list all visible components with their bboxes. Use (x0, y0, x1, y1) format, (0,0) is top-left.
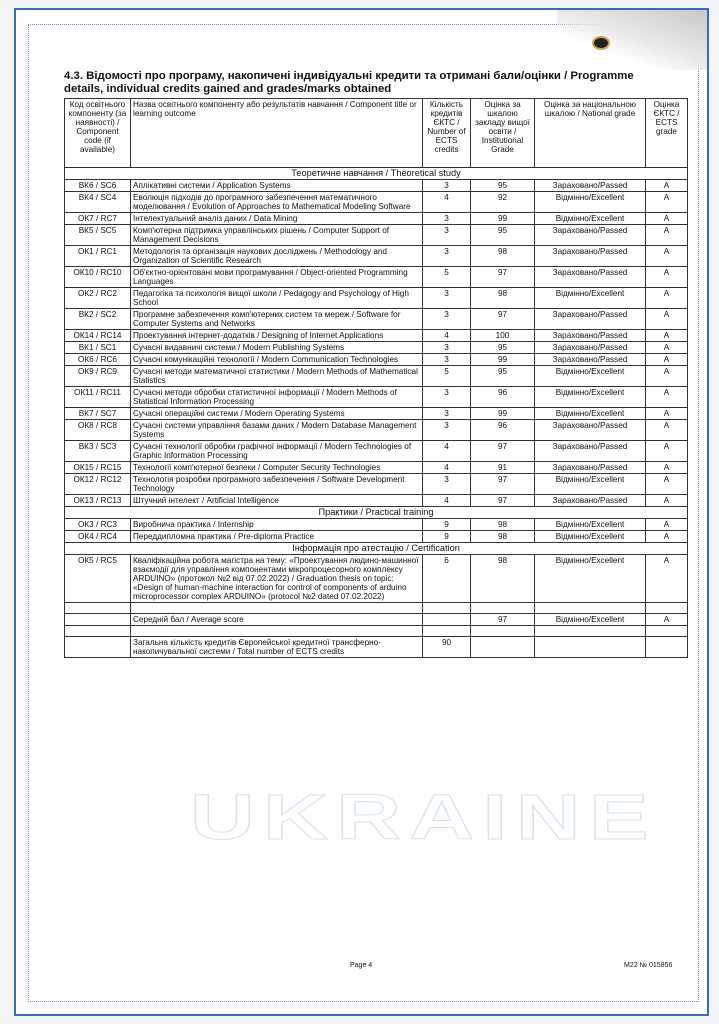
institutional-grade: 98 (471, 555, 535, 603)
institutional-grade: 97 (471, 267, 535, 288)
table-row (65, 441, 688, 462)
national-grade: Зараховано/Passed (535, 330, 646, 342)
empty-cell (65, 637, 131, 658)
component-code: ОК3 / RC3 (65, 519, 131, 531)
table-row (65, 519, 688, 531)
component-title: Інтелектуальний аналіз даних / Data Mining (131, 213, 423, 225)
component-code: ВК4 / SC4 (65, 192, 131, 213)
component-title: Технології комп'ютерної безпеки / Computer Security Technologies (131, 462, 423, 474)
component-title: Штучний інтелект / Artificial Intelligence (131, 495, 423, 507)
ects-grade: A (646, 342, 688, 354)
component-code: ОК14 / RC14 (65, 330, 131, 342)
ects-credits: 3 (423, 474, 471, 495)
institutional-grade: 100 (471, 330, 535, 342)
ects-grade: A (646, 519, 688, 531)
institutional-grade: 98 (471, 246, 535, 267)
table-header-row (65, 99, 688, 168)
empty-cell (471, 603, 535, 614)
component-title: Еволюція підходів до програмного забезпечення математичного моделювання / Evolution of Approaches to Mathematical Modeling Software (131, 192, 423, 213)
table-row (65, 246, 688, 267)
table-row (65, 366, 688, 387)
national-grade: Відмінно/Excellent (535, 555, 646, 603)
column-header-national: Оцінка за національною шкалою / National grade (535, 99, 646, 168)
institutional-grade: 97 (471, 474, 535, 495)
ects-grade: A (646, 408, 688, 420)
component-code: ОК7 / RC7 (65, 213, 131, 225)
ects-credits: 4 (423, 330, 471, 342)
component-code: ОК13 / RC13 (65, 495, 131, 507)
column-header-credits: Кількість кредитів ЄКТС / Number of ECTS credits (423, 99, 471, 168)
ects-credits: 3 (423, 180, 471, 192)
column-header-institutional: Оцінка за шкалою закладу вищої освіти / Institutional Grade (471, 99, 535, 168)
table-row (65, 408, 688, 420)
ects-credits: 3 (423, 408, 471, 420)
institutional-grade: 98 (471, 519, 535, 531)
component-code: ОК6 / RC6 (65, 354, 131, 366)
institutional-grade: 95 (471, 225, 535, 246)
ects-credits: 3 (423, 342, 471, 354)
ects-grade: A (646, 267, 688, 288)
ects-credits: 4 (423, 192, 471, 213)
institutional-grade: 96 (471, 420, 535, 441)
national-grade: Відмінно/Excellent (535, 408, 646, 420)
table-row (65, 180, 688, 192)
ects-grade: A (646, 420, 688, 441)
table-row (65, 225, 688, 246)
table-row (65, 555, 688, 603)
component-title: Комп'ютерна підтримка управлінських рішень / Computer Support of Management Decisions (131, 225, 423, 246)
national-grade: Зараховано/Passed (535, 342, 646, 354)
ects-credits: 4 (423, 495, 471, 507)
component-title: Сучасні видавничі системи / Modern Publishing Systems (131, 342, 423, 354)
empty-cell (423, 626, 471, 637)
national-grade: Зараховано/Passed (535, 225, 646, 246)
ects-grade: A (646, 555, 688, 603)
institutional-grade: 99 (471, 213, 535, 225)
average-institutional-grade: 97 (471, 614, 535, 626)
page-number: Page 4 (350, 962, 373, 969)
component-code: ВК7 / SC7 (65, 408, 131, 420)
component-code: ВК3 / SC3 (65, 441, 131, 462)
table-row (65, 288, 688, 309)
national-grade: Відмінно/Excellent (535, 531, 646, 543)
national-grade: Відмінно/Excellent (535, 387, 646, 408)
empty-cell (423, 603, 471, 614)
column-header-name: Назва освітнього компоненту або результатів навчання / Component title or learning outcome (131, 99, 423, 168)
table-row (65, 495, 688, 507)
ects-credits: 3 (423, 387, 471, 408)
component-code: ОК9 / RC9 (65, 366, 131, 387)
component-title: Сучасні системи управління базами даних / Modern Database Management Systems (131, 420, 423, 441)
empty-cell (65, 614, 131, 626)
component-title: Переддипломна практика / Pre-diploma Practice (131, 531, 423, 543)
institutional-grade: 96 (471, 387, 535, 408)
section-row-theory (65, 168, 688, 180)
empty-cell (471, 637, 535, 658)
component-code: ОК8 / RC8 (65, 420, 131, 441)
component-code: ОК10 / RC10 (65, 267, 131, 288)
institutional-grade: 99 (471, 408, 535, 420)
empty-cell (423, 614, 471, 626)
component-title: Сучасні технології обробки графічної інформації / Modern Technologies of Graphic Information Processing (131, 441, 423, 462)
column-header-code: Код освітнього компоненту (за наявності) / Component code (if available) (65, 99, 131, 168)
section-heading: 4.3. Відомості про програму, накопичені індивідуальні кредити та отримані бали/оцінки / Programme details, individual credits gained and grades/marks obtained (64, 70, 634, 95)
national-grade: Зараховано/Passed (535, 354, 646, 366)
institutional-grade: 99 (471, 354, 535, 366)
component-title: Сучасні методи обробки статистичної інформації / Modern Methods of Statistical Information Processing (131, 387, 423, 408)
section-title: Теоретичне навчання / Theoretical study (65, 168, 688, 180)
institutional-grade: 98 (471, 531, 535, 543)
national-grade: Відмінно/Excellent (535, 474, 646, 495)
national-grade: Зараховано/Passed (535, 495, 646, 507)
component-code: ОК11 / RC11 (65, 387, 131, 408)
ects-grade: A (646, 309, 688, 330)
component-title: Сучасні операційні системи / Modern Operating Systems (131, 408, 423, 420)
ects-grade: A (646, 531, 688, 543)
ects-grade: A (646, 330, 688, 342)
component-title: Аплікативні системи / Application Systems (131, 180, 423, 192)
component-title: Педагогіка та психологія вищої школи / Pedagogy and Psychology of High School (131, 288, 423, 309)
ects-credits: 5 (423, 267, 471, 288)
national-grade: Зараховано/Passed (535, 180, 646, 192)
institutional-grade: 97 (471, 441, 535, 462)
ects-credits: 3 (423, 213, 471, 225)
national-grade: Відмінно/Excellent (535, 288, 646, 309)
empty-cell (471, 626, 535, 637)
component-title: Методологія та організація наукових досліджень / Methodology and Organization of Scientific Research (131, 246, 423, 267)
ects-credits: 9 (423, 531, 471, 543)
institutional-grade: 95 (471, 366, 535, 387)
national-grade: Зараховано/Passed (535, 462, 646, 474)
table-row (65, 420, 688, 441)
national-grade: Відмінно/Excellent (535, 213, 646, 225)
institutional-grade: 97 (471, 309, 535, 330)
empty-cell (131, 626, 423, 637)
table-row (65, 267, 688, 288)
component-title: Технологія розробки програмного забезпечення / Software Development Technology (131, 474, 423, 495)
empty-cell (131, 603, 423, 614)
ects-credits: 3 (423, 354, 471, 366)
table-row (65, 387, 688, 408)
institutional-grade: 95 (471, 180, 535, 192)
ects-credits: 3 (423, 288, 471, 309)
ects-grade: A (646, 246, 688, 267)
ects-grade: A (646, 366, 688, 387)
table-row (65, 213, 688, 225)
component-code: ОК12 / RC12 (65, 474, 131, 495)
component-code: ОК4 / RC4 (65, 531, 131, 543)
table-row (65, 531, 688, 543)
national-grade: Зараховано/Passed (535, 420, 646, 441)
total-credits-row (65, 637, 688, 658)
component-code: ВК6 / SC6 (65, 180, 131, 192)
component-code: ОК15 / RC15 (65, 462, 131, 474)
ects-credits: 4 (423, 441, 471, 462)
ects-grade: A (646, 354, 688, 366)
empty-cell (535, 637, 646, 658)
component-title: Кваліфікаційна робота магістра на тему: «Проектування людино-машинної взаємодії для управління компонентами мікропроцесорного комплексу ARDUINO» (протокол №2 від 07.02.2022) / Graduation thesis on topic: «Design of human-machine interaction for control of components of arduino microprocessor complex ARDUINO» (protocol №2 dated 07.02.2022) (131, 555, 423, 603)
ects-grade: A (646, 225, 688, 246)
section-title: Практики / Practical training (65, 507, 688, 519)
component-title: Сучасні методи математичної статистики / Modern Methods of Mathematical Statistics (131, 366, 423, 387)
table-row (65, 474, 688, 495)
average-national-grade: Відмінно/Excellent (535, 614, 646, 626)
ects-grade: A (646, 213, 688, 225)
section-row-certification (65, 543, 688, 555)
ects-credits: 3 (423, 246, 471, 267)
ects-credits: 5 (423, 366, 471, 387)
component-title: Виробнича практика / Internship (131, 519, 423, 531)
total-credits-label: Загальна кількість кредитів Європейської кредитної трансферно-накопичувальної системи / Total number of ECTS credits (131, 637, 423, 658)
ects-grade: A (646, 474, 688, 495)
section-row-practice (65, 507, 688, 519)
national-grade: Зараховано/Passed (535, 246, 646, 267)
ects-grade: A (646, 495, 688, 507)
ects-credits: 3 (423, 309, 471, 330)
institutional-grade: 91 (471, 462, 535, 474)
blank-row (65, 626, 688, 637)
serial-number: M22 № 015856 (624, 962, 673, 969)
empty-cell (65, 603, 131, 614)
column-header-ects: Оцінка ЄКТС / ECTS grade (646, 99, 688, 168)
component-title: Програмне забезпечення комп'ютерних систем та мереж / Software for Computer Systems and Networks (131, 309, 423, 330)
component-title: Сучасні комунікаційні технології / Modern Communication Technologies (131, 354, 423, 366)
institutional-grade: 92 (471, 192, 535, 213)
empty-cell (646, 626, 688, 637)
component-code: ОК5 / RC5 (65, 555, 131, 603)
empty-cell (535, 626, 646, 637)
institutional-grade: 98 (471, 288, 535, 309)
component-title: Проектування інтернет-додатків / Designing of Internet Applications (131, 330, 423, 342)
binder-clip-icon (594, 38, 608, 48)
national-grade: Зараховано/Passed (535, 441, 646, 462)
table-row (65, 309, 688, 330)
table-row (65, 330, 688, 342)
empty-cell (65, 626, 131, 637)
national-grade: Відмінно/Excellent (535, 192, 646, 213)
average-score-row (65, 614, 688, 626)
table-row (65, 192, 688, 213)
national-grade: Зараховано/Passed (535, 267, 646, 288)
blank-row (65, 603, 688, 614)
ects-credits: 9 (423, 519, 471, 531)
table-row (65, 342, 688, 354)
ects-grade: A (646, 288, 688, 309)
ects-grade: A (646, 462, 688, 474)
table-row (65, 354, 688, 366)
average-label: Середній бал / Average score (131, 614, 423, 626)
national-grade: Відмінно/Excellent (535, 519, 646, 531)
ects-credits: 4 (423, 462, 471, 474)
ects-credits: 3 (423, 420, 471, 441)
institutional-grade: 97 (471, 495, 535, 507)
average-ects-grade: A (646, 614, 688, 626)
component-code: ОК1 / RC1 (65, 246, 131, 267)
ects-grade: A (646, 180, 688, 192)
national-grade: Відмінно/Excellent (535, 366, 646, 387)
component-code: ВК2 / SC2 (65, 309, 131, 330)
ects-credits: 3 (423, 225, 471, 246)
empty-cell (646, 637, 688, 658)
watermark-text: UKRAINE (190, 781, 657, 853)
grades-table (64, 98, 688, 658)
section-title: Інформація про атестацію / Certification (65, 543, 688, 555)
component-title: Об'єктно-орієнтовані мови програмування / Object-oriented Programming Languages (131, 267, 423, 288)
ects-grade: A (646, 192, 688, 213)
empty-cell (535, 603, 646, 614)
total-credits-value: 90 (423, 637, 471, 658)
empty-cell (646, 603, 688, 614)
national-grade: Зараховано/Passed (535, 309, 646, 330)
component-code: ВК5 / SC5 (65, 225, 131, 246)
folded-corner (557, 10, 707, 70)
institutional-grade: 95 (471, 342, 535, 354)
component-code: ВК1 / SC1 (65, 342, 131, 354)
ects-grade: A (646, 441, 688, 462)
ects-grade: A (646, 387, 688, 408)
table-row (65, 462, 688, 474)
component-code: ОК2 / RC2 (65, 288, 131, 309)
ects-credits: 6 (423, 555, 471, 603)
